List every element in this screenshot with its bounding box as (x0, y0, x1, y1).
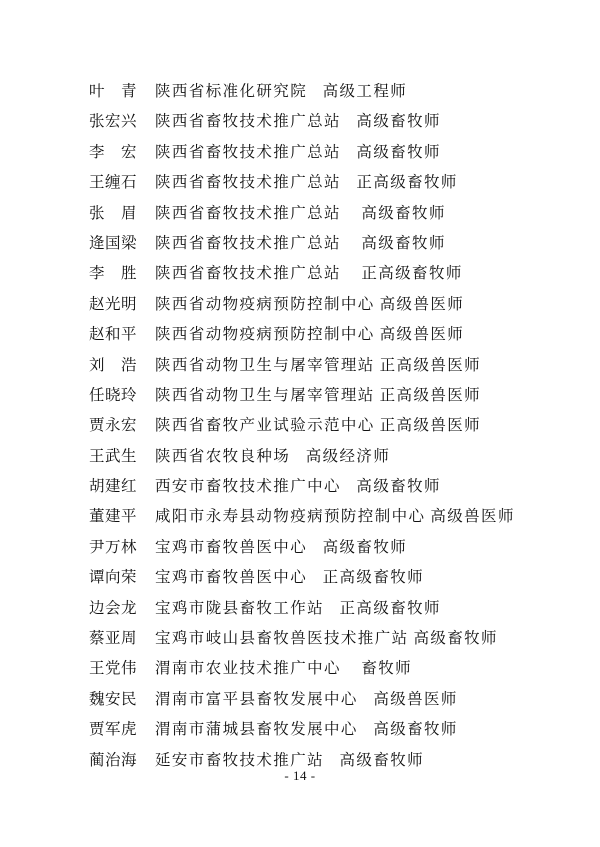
spacer (307, 538, 323, 556)
spacer (341, 112, 357, 130)
spacer (341, 234, 361, 252)
spacer (341, 204, 361, 222)
professional-title: 高级畜牧师 (361, 233, 446, 252)
roster-row (89, 228, 559, 258)
spacer (341, 477, 357, 495)
person-name: 张宏兴 (89, 112, 138, 131)
spacer (358, 720, 374, 738)
roster-row (89, 471, 559, 501)
roster-row (89, 593, 559, 623)
spacer (307, 82, 323, 100)
professional-title: 高级兽医师 (430, 507, 515, 526)
roster-row (89, 350, 559, 380)
person-name: 王党伟 (89, 659, 138, 678)
person-name: 赵和平 (89, 325, 138, 344)
roster-row (89, 137, 559, 167)
spacer (341, 264, 361, 282)
organization: 陕西省动物疫病预防控制中心 (155, 325, 375, 344)
person-name: 王武生 (89, 446, 138, 465)
roster-row (89, 623, 559, 653)
roster-row (89, 532, 559, 562)
professional-title: 高级畜牧师 (361, 203, 446, 222)
professional-title: 高级兽医师 (373, 689, 458, 708)
roster-row (89, 319, 559, 349)
roster-row (89, 441, 559, 471)
organization: 宝鸡市畜牧兽医中心 (155, 568, 308, 587)
professional-title: 正高级畜牧师 (339, 598, 441, 617)
professional-title: 高级畜牧师 (413, 629, 498, 648)
professional-title: 高级畜牧师 (356, 477, 441, 496)
professional-title: 正高级畜牧师 (361, 264, 463, 283)
person-name: 蔺治海 (89, 750, 138, 769)
person-name: 逄国梁 (89, 233, 138, 252)
organization: 咸阳市永寿县动物疫病预防控制中心 (155, 507, 426, 526)
page-number: - 14 - (284, 768, 316, 783)
person-name: 尹万林 (89, 537, 138, 556)
organization: 陕西省动物卫生与屠宰管理站 (155, 355, 375, 374)
organization: 宝鸡市陇县畜牧工作站 (155, 598, 325, 617)
organization: 陕西省农牧良种场 (155, 446, 291, 465)
roster-row (89, 501, 559, 531)
spacer (307, 568, 323, 586)
organization: 渭南市蒲城县畜牧发展中心 (155, 720, 358, 739)
professional-title: 正高级兽医师 (379, 355, 482, 374)
spacer (341, 659, 361, 677)
organization: 陕西省畜牧技术推广总站 (155, 112, 341, 131)
professional-title: 高级兽医师 (379, 294, 465, 313)
organization: 陕西省动物疫病预防控制中心 (155, 294, 375, 313)
person-name: 魏安民 (89, 689, 138, 708)
person-name: 边会龙 (89, 598, 138, 617)
professional-title: 高级畜牧师 (322, 537, 408, 556)
professional-title: 正高级畜牧师 (356, 173, 458, 192)
organization: 渭南市富平县畜牧发展中心 (155, 689, 358, 708)
person-name: 李 胜 (89, 264, 138, 283)
person-name: 董建平 (89, 507, 138, 526)
spacer (341, 143, 357, 161)
roster-row (89, 198, 559, 228)
organization: 陕西省畜牧产业试验示范中心 (155, 416, 375, 435)
organization: 陕西省畜牧技术推广总站 (155, 233, 341, 252)
roster-row (89, 289, 559, 319)
person-name: 任晓玲 (89, 385, 138, 404)
professional-title: 高级兽医师 (379, 325, 465, 344)
spacer (324, 599, 340, 617)
professional-title: 高级畜牧师 (339, 750, 425, 769)
spacer (341, 173, 357, 191)
person-name: 谭向荣 (89, 568, 138, 587)
person-name: 赵光明 (89, 294, 138, 313)
professional-title: 高级畜牧师 (356, 142, 441, 161)
person-name: 胡建红 (89, 477, 138, 496)
professional-title: 高级经济师 (305, 446, 391, 465)
organization: 渭南市农业技术推广中心 (155, 659, 341, 678)
organization: 陕西省畜牧技术推广总站 (155, 173, 341, 192)
organization: 延安市畜牧技术推广站 (155, 750, 325, 769)
organization: 陕西省畜牧技术推广总站 (155, 142, 341, 161)
person-name: 蔡亚周 (89, 629, 138, 648)
person-name: 王缠石 (89, 173, 138, 192)
professional-title: 高级工程师 (322, 82, 408, 100)
professional-title: 高级畜牧师 (356, 112, 441, 131)
professional-title: 正高级畜牧师 (322, 568, 425, 587)
organization: 陕西省畜牧技术推广总站 (155, 203, 341, 222)
person-name: 张 眉 (89, 203, 138, 222)
organization: 陕西省动物卫生与屠宰管理站 (155, 385, 375, 404)
spacer (324, 751, 340, 769)
person-name: 李 宏 (89, 142, 138, 161)
spacer (358, 690, 374, 708)
expert-roster (89, 76, 559, 775)
roster-row (89, 562, 559, 592)
organization: 西安市畜牧技术推广中心 (155, 477, 341, 496)
organization: 陕西省标准化研究院 (155, 82, 308, 100)
person-name: 贾永宏 (89, 416, 138, 435)
person-name: 叶 青 (89, 82, 138, 100)
professional-title: 正高级兽医师 (379, 416, 482, 435)
roster-row (89, 653, 559, 683)
organization: 宝鸡市岐山县畜牧兽医技术推广站 (155, 629, 409, 648)
person-name: 贾军虎 (89, 720, 138, 739)
roster-row (89, 167, 559, 197)
roster-row (89, 106, 559, 136)
roster-row (89, 380, 559, 410)
professional-title: 正高级兽医师 (379, 385, 482, 404)
organization: 陕西省畜牧技术推广总站 (155, 264, 341, 283)
roster-row (89, 714, 559, 744)
professional-title: 高级畜牧师 (373, 720, 458, 739)
spacer (290, 447, 306, 465)
professional-title: 畜牧师 (361, 659, 413, 678)
person-name: 刘 浩 (89, 355, 138, 374)
organization: 宝鸡市畜牧兽医中心 (155, 537, 308, 556)
roster-row (89, 410, 559, 440)
roster-row (89, 258, 559, 288)
roster-row (89, 76, 559, 106)
roster-row (89, 684, 559, 714)
